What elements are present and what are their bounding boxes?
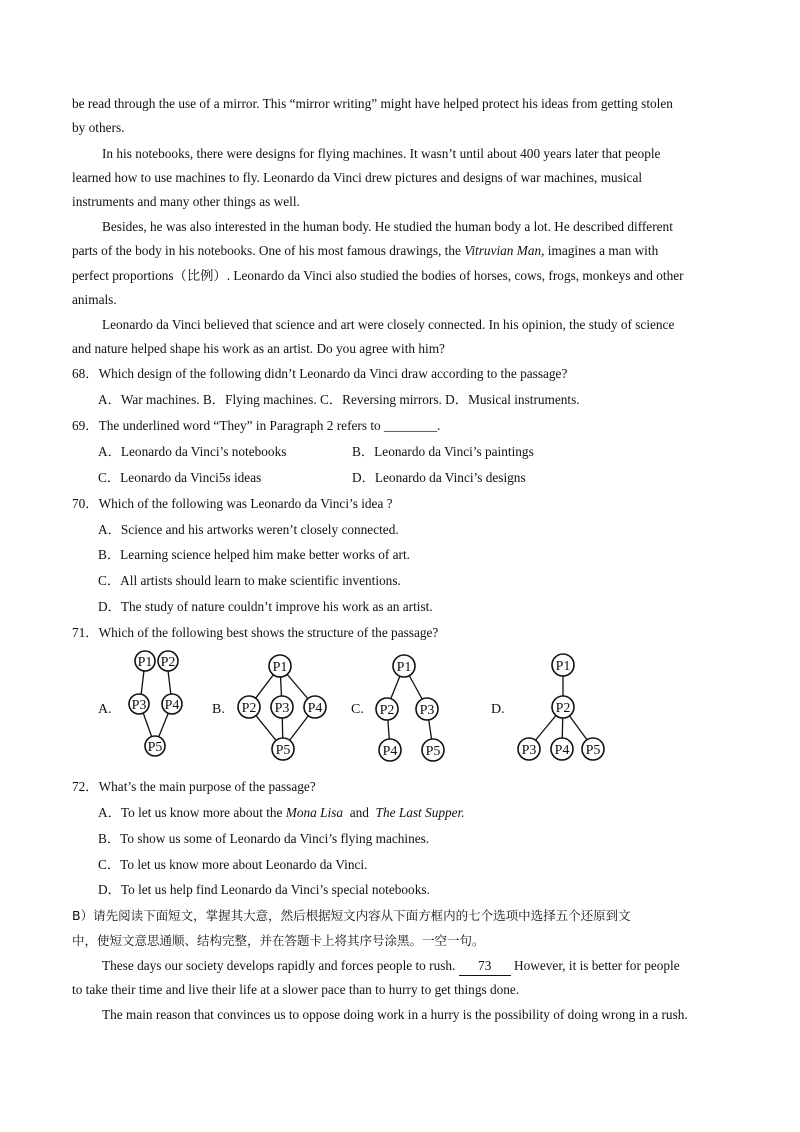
option-b: B．To show us some of Leonardo da Vinci’s flying machines. <box>98 831 430 846</box>
section-b-instructions: 中，使短文意思通顺、结构完整，并在答题卡上将其序号涂黑。一空一句。 <box>72 933 485 948</box>
passage-line: learned how to use machines to fly. Leonardo da Vinci drew pictures and designs of war machines, musical <box>72 170 643 185</box>
diagram-label-d: D. <box>491 702 505 717</box>
node-label: P3 <box>521 743 537 758</box>
passage-text: However, it is better for people <box>510 958 680 973</box>
node-label: P1 <box>272 660 288 675</box>
passage-line: instruments and many other things as well. <box>72 194 300 209</box>
node-label: P4 <box>554 743 570 758</box>
node-label: P3 <box>274 701 290 716</box>
diagram-label-c: C. <box>351 702 364 717</box>
section-b-instructions: B）请先阅读下面短文，掌握其大意，然后根据短文内容从下面方框内的七个选项中选择五个还原到文 <box>72 908 631 923</box>
passage-line: Besides, he was also interested in the human body. He studied the human body a lot. He described different <box>102 219 673 234</box>
passage-line <box>102 957 680 976</box>
node-label: P2 <box>241 701 257 716</box>
node-label: P4 <box>307 701 323 716</box>
node-label: P5 <box>147 740 163 755</box>
node-label: P1 <box>555 659 571 674</box>
option-a: A．Science and his artworks weren’t closely connected. <box>98 522 399 537</box>
option-c: C．All artists should learn to make scientific inventions. <box>98 573 401 588</box>
node-label: P2 <box>379 703 395 718</box>
option-d: D．To let us help find Leonardo da Vinci’s special notebooks. <box>98 882 430 897</box>
question-68-options: A．War machines. B．Flying machines. C．Reversing mirrors. D．Musical instruments. <box>98 392 580 407</box>
option-text: and <box>343 805 376 820</box>
passage-line: be read through the use of a mirror. This “mirror writing” might have helped protect his ideas from getting stolen <box>72 96 673 111</box>
question-70: 70．Which of the following was Leonardo da Vinci’s idea ? <box>72 496 393 511</box>
node-label: P2 <box>555 701 571 716</box>
question-68: 68．Which design of the following didn’t Leonardo da Vinci draw according to the passage? <box>72 366 568 381</box>
question-71: 71．Which of the following best shows the structure of the passage? <box>72 625 439 640</box>
passage-line: and nature helped shape his work as an artist. Do you agree with him? <box>72 341 445 356</box>
option-d: D．The study of nature couldn’t improve his work as an artist. <box>98 599 433 614</box>
passage-line: perfect proportions（比例）. Leonardo da Vinci also studied the bodies of horses, cows, frogs, monkeys and other <box>72 268 684 283</box>
passage-text: These days our society develops rapidly and forces people to rush. <box>102 958 459 973</box>
option-b: B．Learning science helped him make better works of art. <box>98 547 410 562</box>
option-d: D．Leonardo da Vinci’s designs <box>352 470 526 485</box>
passage-line: Leonardo da Vinci believed that science and art were closely connected. In his opinion, the study of science <box>102 317 675 332</box>
passage-line: animals. <box>72 292 117 307</box>
node-label: P4 <box>382 744 398 759</box>
node-label: P5 <box>585 743 601 758</box>
passage-line: to take their time and live their life at a slower pace than to hurry to get things done. <box>72 982 520 997</box>
node-label: P3 <box>131 698 147 713</box>
question-69: 69．The underlined word “They” in Paragraph 2 refers to ________. <box>72 418 441 433</box>
option-a: A．Leonardo da Vinci’s notebooks <box>98 444 287 459</box>
option-b: B．Leonardo da Vinci’s paintings <box>352 444 534 459</box>
option-c: C．Leonardo da Vinci5s ideas <box>98 470 262 485</box>
node-label: P2 <box>160 655 176 670</box>
answer-blank-73[interactable]: 73 <box>459 957 511 976</box>
italic-title: The Last Supper. <box>375 805 465 820</box>
italic-title: Mona Lisa <box>285 805 344 820</box>
option-a <box>98 804 465 822</box>
diagram-label-b: B. <box>212 702 225 717</box>
node-label: P5 <box>425 744 441 759</box>
node-label: P5 <box>275 743 291 758</box>
option-c: C．To let us know more about Leonardo da Vinci. <box>98 857 368 872</box>
question-72: 72．What’s the main purpose of the passage? <box>72 779 316 794</box>
node-label: P1 <box>396 660 412 675</box>
italic-title: Vitruvian Man <box>464 243 542 258</box>
passage-text: , imagines a man with <box>541 243 659 258</box>
passage-line: In his notebooks, there were designs for flying machines. It wasn’t until about 400 years later that people <box>102 146 661 161</box>
passage-line: by others. <box>72 120 125 135</box>
node-label: P3 <box>419 703 435 718</box>
node-label: P1 <box>137 655 153 670</box>
option-text: A．To let us know more about the <box>98 805 286 820</box>
node-label: P4 <box>164 698 180 713</box>
passage-line: The main reason that convinces us to oppose doing work in a hurry is the possibility of doing wrong in a rush. <box>102 1007 688 1022</box>
diagram-label-a: A. <box>98 702 112 717</box>
passage-text: parts of the body in his notebooks. One of his most famous drawings, the <box>72 243 465 258</box>
